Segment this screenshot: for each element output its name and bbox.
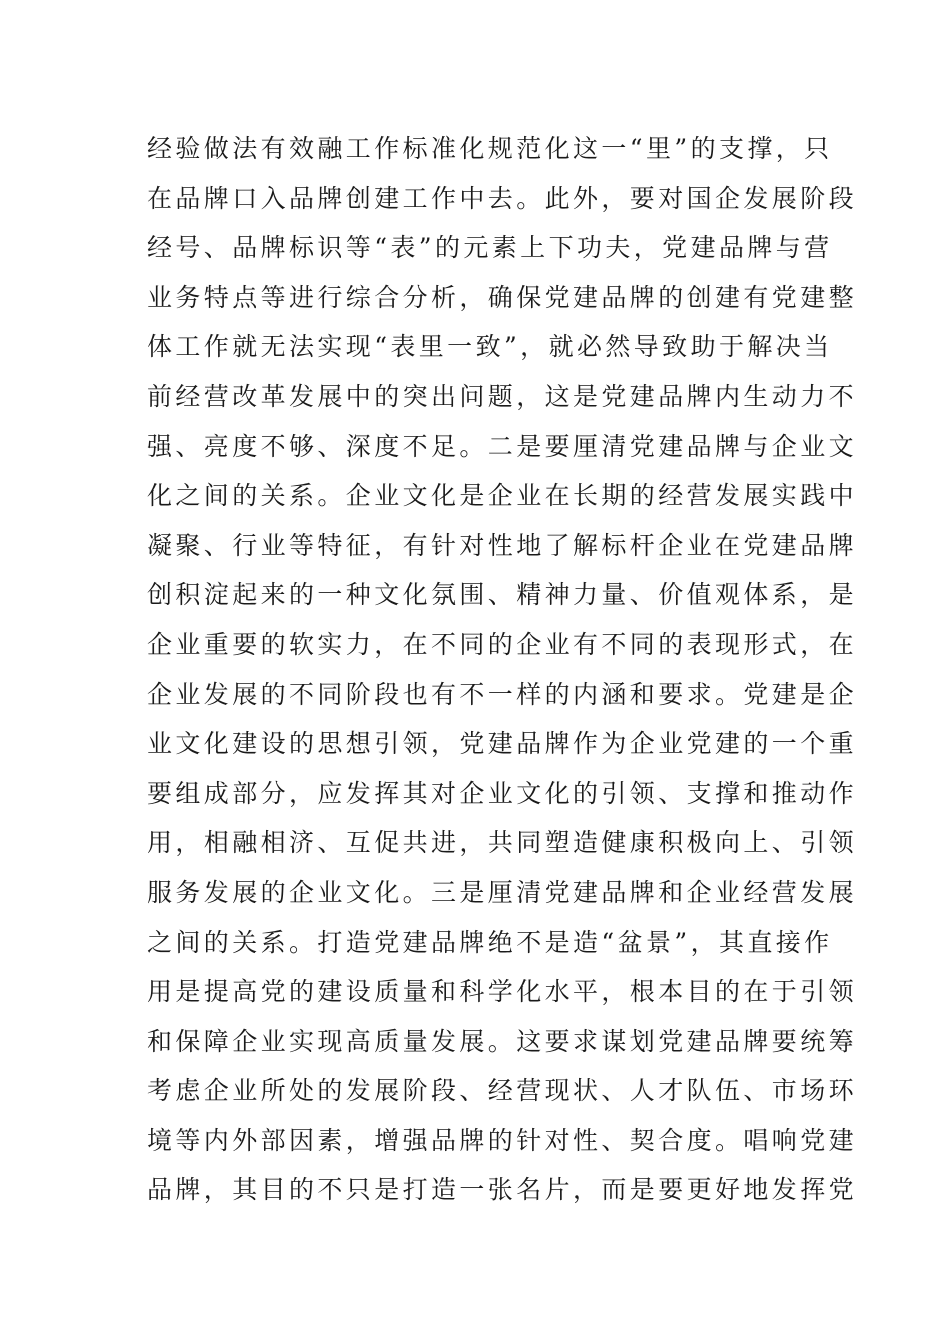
text-line-17: 之间的关系。打造党建品牌绝不是造“盆景”，其直接作 bbox=[147, 927, 833, 957]
text-line-12: 企业发展的不同阶段也有不一样的内涵和要求。党建是企 bbox=[147, 679, 858, 709]
text-line-1: 经验做法有效融工作标准化规范化这一“里”的支撑，只 bbox=[147, 134, 833, 163]
text-line-22: 品牌，其目的不只是打造一张名片，而是要更好地发挥党 bbox=[147, 1175, 858, 1205]
body-paragraph bbox=[147, 124, 858, 1215]
text-line-19: 和保障企业实现高质量发展。这要求谋划党建品牌要统筹 bbox=[147, 1026, 858, 1056]
text-line-10: 创积淀起来的一种文化氛围、精神力量、价值观体系，是 bbox=[147, 580, 858, 610]
text-line-16: 服务发展的企业文化。三是厘清党建品牌和企业经营发展 bbox=[147, 877, 858, 907]
text-line-3: 经号、品牌标识等“表”的元素上下功夫，党建品牌与营 bbox=[147, 233, 833, 263]
text-line-5: 体工作就无法实现“表里一致”，就必然导致助于解决当 bbox=[147, 332, 833, 362]
text-line-2: 在品牌口入品牌创建工作中去。此外，要对国企发展阶段 bbox=[147, 183, 858, 213]
text-line-7: 强、亮度不够、深度不足。二是要厘清党建品牌与企业文 bbox=[147, 431, 858, 461]
text-line-14: 要组成部分，应发挥其对企业文化的引领、支撑和推动作 bbox=[147, 778, 858, 808]
text-line-21: 境等内外部因素，增强品牌的针对性、契合度。唱响党建 bbox=[147, 1125, 858, 1155]
text-line-20: 考虑企业所处的发展阶段、经营现状、人才队伍、市场环 bbox=[147, 1076, 858, 1106]
text-line-11: 企业重要的软实力，在不同的企业有不同的表现形式，在 bbox=[147, 629, 858, 659]
text-line-18: 用是提高党的建设质量和科学化水平，根本目的在于引领 bbox=[147, 977, 858, 1007]
text-line-9: 凝聚、行业等特征，有针对性地了解标杆企业在党建品牌 bbox=[147, 530, 858, 560]
text-line-4: 业务特点等进行综合分析，确保党建品牌的创建有党建整 bbox=[147, 282, 858, 312]
text-line-6: 前经营改革发展中的突出问题，这是党建品牌内生动力不 bbox=[147, 381, 858, 411]
text-line-13: 业文化建设的思想引领，党建品牌作为企业党建的一个重 bbox=[147, 729, 858, 759]
text-line-15: 用，相融相济、互促共进，共同塑造健康积极向上、引领 bbox=[147, 828, 858, 858]
text-line-8: 化之间的关系。企业文化是企业在长期的经营发展实践中 bbox=[147, 481, 858, 511]
